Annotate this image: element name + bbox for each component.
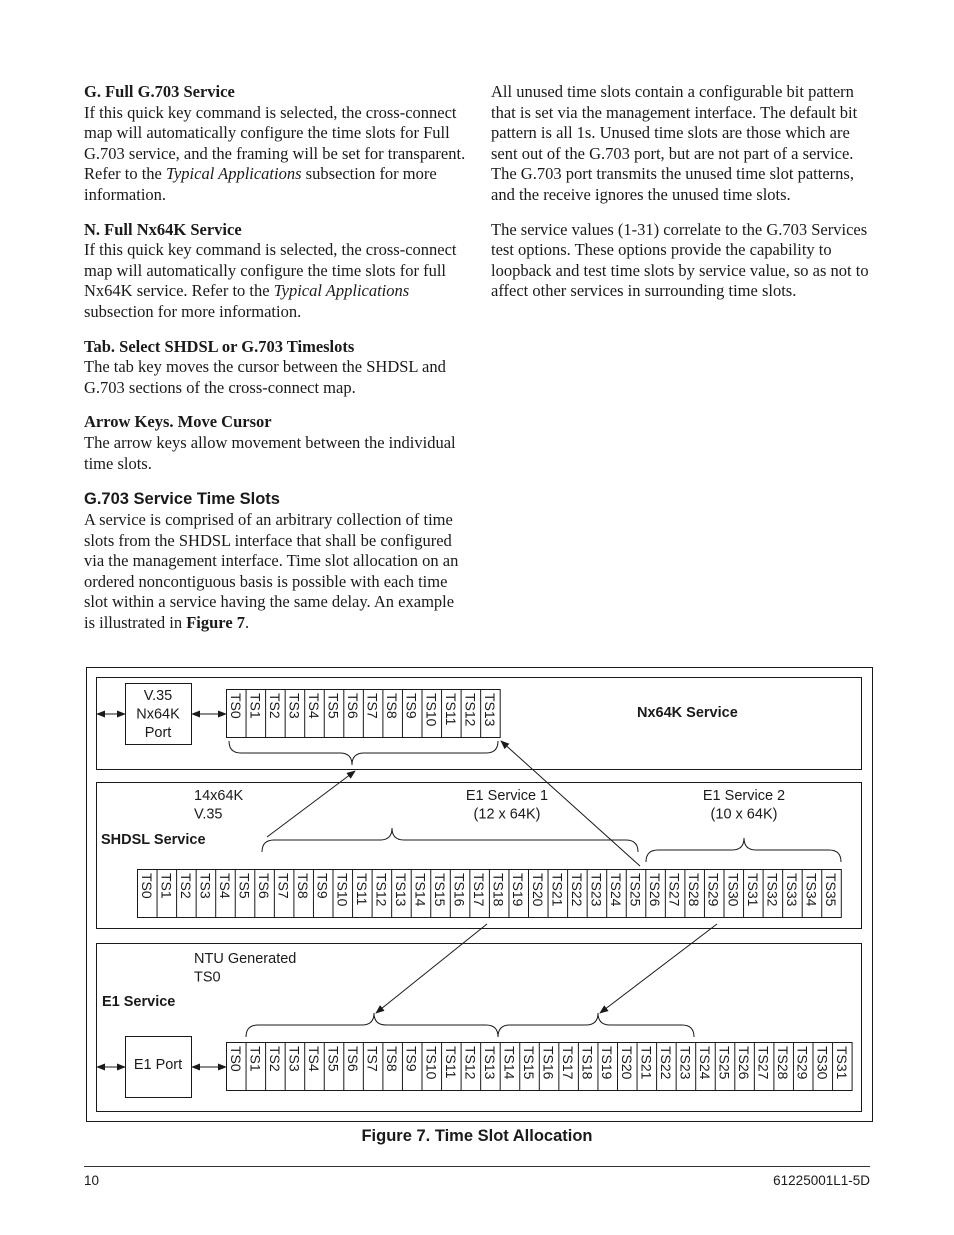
shdsl-slot-row [138, 870, 842, 918]
shdsl-group-1-line-1: 14x64K [194, 788, 244, 804]
time-slot-ts9[interactable]: TS9 [403, 693, 420, 719]
figure-reference[interactable]: Figure 7 [186, 613, 246, 633]
time-slot-ts20[interactable]: TS20 [529, 873, 546, 907]
time-slot-ts29[interactable]: TS29 [794, 1046, 811, 1080]
time-slot-ts16[interactable]: TS16 [540, 1046, 557, 1080]
v35-port-line-2: Nx64K [136, 706, 180, 723]
time-slot-ts19[interactable]: TS19 [599, 1046, 616, 1080]
time-slot-ts24[interactable]: TS24 [696, 1046, 713, 1080]
time-slot-ts3[interactable]: TS3 [197, 873, 214, 899]
tab-heading: Tab. Select SHDSL or G.703 Timeslots [84, 336, 355, 356]
time-slot-ts0[interactable]: TS0 [227, 693, 244, 719]
v35-port-line-3: Port [144, 725, 172, 741]
time-slot-ts11[interactable]: TS11 [442, 693, 459, 726]
time-slot-ts5[interactable]: TS5 [325, 1046, 342, 1072]
time-slot-ts2[interactable]: TS2 [266, 1046, 283, 1072]
service-values-paragraph: The service values (1-31) correlate to the G.703 Services test options. These options provide the capability to loopback and test time slots by service value, so as not to affect other services in surrounding time slots. [491, 219, 869, 301]
time-slot-ts2[interactable]: TS2 [177, 873, 194, 899]
time-slot-ts30[interactable]: TS30 [725, 873, 742, 907]
time-slot-ts18[interactable]: TS18 [490, 873, 507, 907]
shdsl-group-2-line-1: E1 Service 1 [465, 788, 549, 804]
ntu-line-1: NTU Generated [194, 951, 297, 967]
time-slot-ts6[interactable]: TS6 [256, 873, 273, 899]
time-slot-ts27[interactable]: TS27 [666, 873, 683, 907]
time-slot-ts7[interactable]: TS7 [364, 1046, 381, 1072]
unused-slots-paragraph: All unused time slots contain a configurable bit pattern that is set via the management interface. The default bit pattern is all 1s. Unused time slots are those which are sent out of the G.703 port, but are not part of a service. The G.703 port transmits the unused time slot patterns, and the receive ignores the unused time slots. [491, 82, 858, 204]
time-slot-ts0[interactable]: TS0 [227, 1046, 244, 1072]
tab-text: The tab key moves the cursor between the SHDSL and G.703 sections of the cross-connect map. [84, 357, 446, 397]
time-slot-ts21[interactable]: TS21 [549, 873, 566, 907]
footer-rule [84, 1166, 870, 1167]
time-slot-ts3[interactable]: TS3 [286, 1046, 303, 1072]
map-arrow-e1-service-1 [376, 924, 487, 1013]
e1-slot-row [227, 1043, 853, 1091]
time-slot-ts17[interactable]: TS17 [471, 873, 488, 907]
time-slot-ts22[interactable]: TS22 [657, 1046, 674, 1080]
time-slot-ts31[interactable]: TS31 [744, 873, 761, 907]
time-slot-ts31[interactable]: TS31 [833, 1046, 850, 1080]
shdsl-group-3-line-2: (10 x 64K) [710, 806, 778, 823]
time-slot-ts12[interactable]: TS12 [373, 873, 390, 907]
time-slot-ts23[interactable]: TS23 [677, 1046, 694, 1080]
time-slot-ts32[interactable]: TS32 [764, 873, 781, 907]
arrow-heading: Arrow Keys. Move Cursor [84, 412, 272, 432]
map-arrow-v35 [267, 771, 355, 837]
time-slot-ts12[interactable]: TS12 [462, 1046, 479, 1080]
shdsl-panel [97, 783, 862, 929]
time-slot-ts10[interactable]: TS10 [334, 873, 351, 907]
e1-title: E1 Service [102, 994, 176, 1010]
time-slot-ts7[interactable]: TS7 [364, 693, 381, 719]
time-slot-ts4[interactable]: TS4 [305, 1046, 322, 1072]
time-slot-ts8[interactable]: TS8 [384, 1046, 401, 1072]
time-slot-ts17[interactable]: TS17 [560, 1046, 577, 1080]
time-slot-ts25[interactable]: TS25 [716, 1046, 733, 1080]
g-heading: G. Full G.703 Service [84, 82, 235, 101]
time-slot-ts6[interactable]: TS6 [345, 1046, 362, 1072]
time-slot-ts23[interactable]: TS23 [588, 873, 605, 907]
time-slot-ts3[interactable]: TS3 [286, 693, 303, 719]
ntu-line-2: TS0 [194, 969, 221, 986]
time-slot-ts16[interactable]: TS16 [451, 873, 468, 907]
shdsl-group-1-line-2: V.35 [194, 806, 223, 823]
time-slot-ts9[interactable]: TS9 [314, 873, 331, 899]
nx64k-slot-row [227, 690, 501, 738]
time-slot-ts7[interactable]: TS7 [275, 873, 292, 899]
time-slot-ts19[interactable]: TS19 [510, 873, 527, 907]
time-slot-ts14[interactable]: TS14 [412, 873, 429, 907]
time-slot-ts18[interactable]: TS18 [579, 1046, 596, 1080]
time-slot-ts22[interactable]: TS22 [568, 873, 585, 907]
time-slot-ts20[interactable]: TS20 [618, 1046, 635, 1080]
time-slot-ts1[interactable]: TS1 [247, 1046, 264, 1072]
e1-brace-1 [246, 1013, 498, 1037]
time-slot-ts10[interactable]: TS10 [423, 1046, 440, 1080]
nx64k-brace [229, 741, 498, 765]
time-slot-ts26[interactable]: TS26 [736, 1046, 753, 1080]
time-slot-ts11[interactable]: TS11 [353, 873, 370, 906]
document-number: 61225001L1-5D [773, 1173, 870, 1188]
time-slot-ts5[interactable]: TS5 [236, 873, 253, 899]
time-slot-ts15[interactable]: TS15 [432, 873, 449, 907]
time-slot-ts4[interactable]: TS4 [216, 873, 233, 899]
g-text: If this quick key command is selected, the cross-connect map will automatically configure the time slots for Full G.703 service, and the framing will be set for transparent. Refer to the Typical Applications subsection for more information. [84, 102, 466, 204]
map-arrow-e1-service-2 [600, 924, 717, 1013]
time-slot-ts13[interactable]: TS13 [392, 873, 409, 907]
time-slot-ts1[interactable]: TS1 [158, 873, 175, 899]
time-slot-ts8[interactable]: TS8 [295, 873, 312, 899]
shdsl-group-2-line-2: (12 x 64K) [473, 806, 541, 823]
e1-brace-2 [498, 1013, 694, 1037]
v35-port-line-1: V.35 [143, 688, 173, 704]
section-heading: G.703 Service Time Slots [84, 490, 280, 509]
shdsl-brace-1 [262, 828, 638, 852]
time-slot-ts14[interactable]: TS14 [501, 1046, 518, 1080]
time-slot-ts30[interactable]: TS30 [814, 1046, 831, 1080]
time-slot-ts28[interactable]: TS28 [686, 873, 703, 907]
time-slot-ts26[interactable]: TS26 [647, 873, 664, 907]
time-slot-ts4[interactable]: TS4 [305, 693, 322, 719]
page-number: 10 [84, 1173, 100, 1188]
time-slot-ts15[interactable]: TS15 [521, 1046, 538, 1080]
time-slot-ts28[interactable]: TS28 [775, 1046, 792, 1080]
time-slot-ts9[interactable]: TS9 [403, 1046, 420, 1072]
time-slot-ts5[interactable]: TS5 [325, 693, 342, 719]
time-slot-ts11[interactable]: TS11 [442, 1046, 459, 1079]
shdsl-group-3-line-1: E1 Service 2 [702, 788, 786, 804]
n-text: If this quick key command is selected, the cross-connect map will automatically configure the time slots for full Nx64K service. Refer to the Typical Applications subsection for more information. [84, 240, 457, 321]
time-slot-ts2[interactable]: TS2 [266, 693, 283, 719]
nx64k-title: Nx64K Service [637, 705, 738, 721]
section-text: A service is comprised of an arbitrary collection of time slots from the SHDSL interface that shall be configured via the management interface. Time slot allocation on an ordered noncontiguous basis is possible with each time slot within a service having the same delay. An example is illustrated in Figure 7. [84, 510, 459, 633]
time-slot-ts13[interactable]: TS13 [481, 693, 498, 727]
time-slot-ts33[interactable]: TS33 [783, 873, 800, 907]
time-slot-ts10[interactable]: TS10 [423, 693, 440, 727]
time-slot-ts24[interactable]: TS24 [607, 873, 624, 907]
time-slot-ts1[interactable]: TS1 [247, 693, 264, 719]
time-slot-ts27[interactable]: TS27 [755, 1046, 772, 1080]
shdsl-title: SHDSL Service [101, 832, 206, 848]
figure-caption: Figure 7. Time Slot Allocation [361, 1127, 593, 1145]
e1-port-label: E1 Port [133, 1057, 183, 1073]
time-slot-ts25[interactable]: TS25 [627, 873, 644, 907]
time-slot-ts29[interactable]: TS29 [705, 873, 722, 907]
time-slot-ts13[interactable]: TS13 [481, 1046, 498, 1080]
time-slot-ts0[interactable]: TS0 [138, 873, 155, 899]
time-slot-ts12[interactable]: TS12 [462, 693, 479, 727]
time-slot-ts21[interactable]: TS21 [638, 1046, 655, 1080]
time-slot-ts8[interactable]: TS8 [384, 693, 401, 719]
n-heading: N. Full Nx64K Service [84, 219, 242, 239]
time-slot-ts34[interactable]: TS34 [803, 873, 820, 907]
shdsl-brace-2 [646, 838, 841, 862]
time-slot-ts6[interactable]: TS6 [345, 693, 362, 719]
time-slot-ts35[interactable]: TS35 [823, 873, 840, 907]
arrow-text: The arrow keys allow movement between the individual time slots. [84, 432, 456, 473]
